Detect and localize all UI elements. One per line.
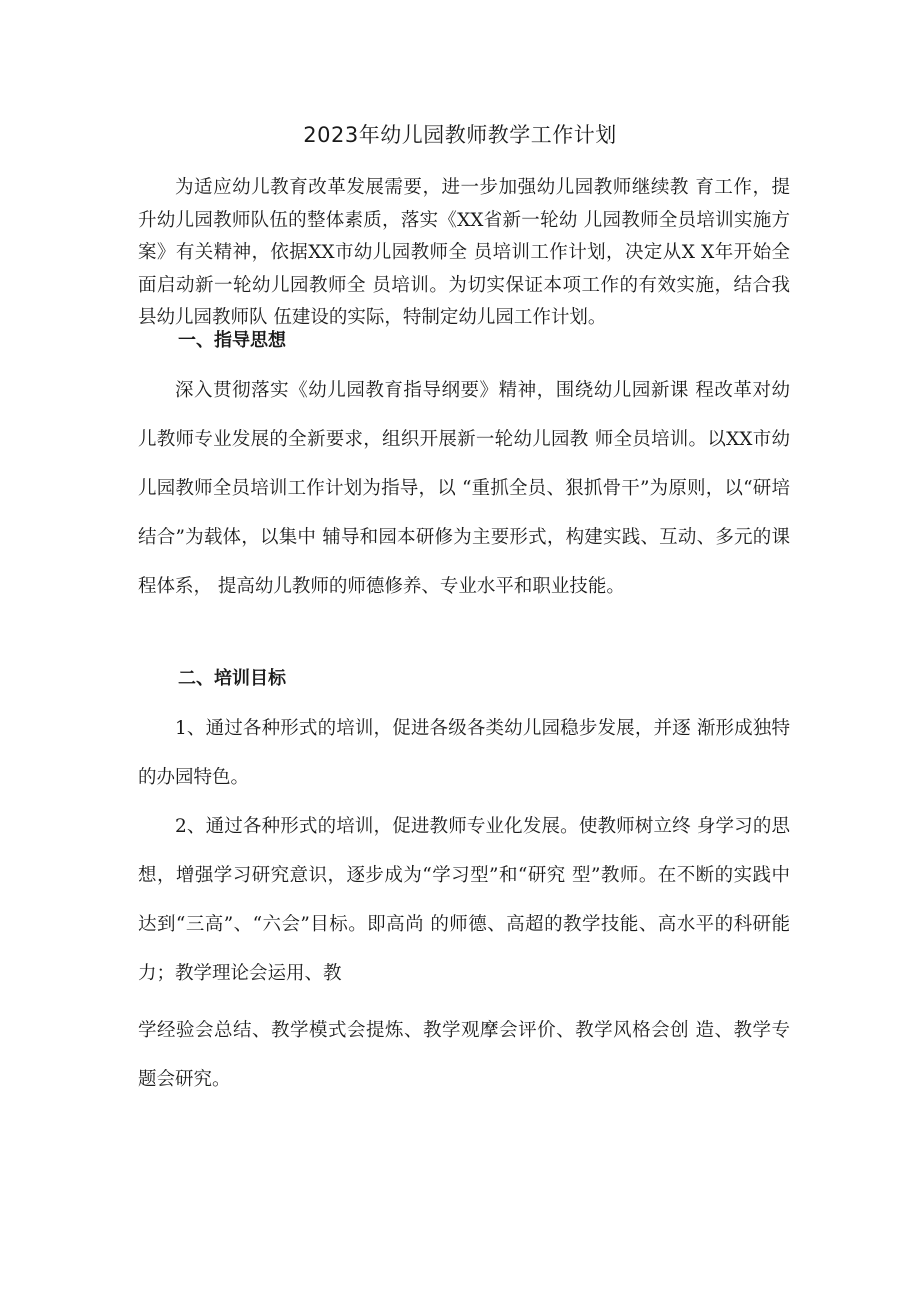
section-heading-training-goals: 二、培训目标 xyxy=(178,668,286,689)
training-goal-item-2-continued: 学经验会总结、教学模式会提炼、教学观摩会评价、教学风格会创 造、教学专题会研究。 xyxy=(138,1020,790,1090)
section-heading-guiding-ideology: 一、指导思想 xyxy=(178,330,286,351)
training-goal-item-2: 2、通过各种形式的培训，促进教师专业化发展。使教师树立终 身学习的思想，增强学习研究意识，逐步成为“学习型”和“研究 型”教师。在不断的实践中达到“三高”、“六会”目标。即高尚 的师德、高超的教学技能、高水平的科研能力；教学理论会运用、教 xyxy=(138,816,790,984)
intro-paragraph: 为适应幼儿教育改革发展需要，进一步加强幼儿园教师继续教 育工作，提升幼儿园教师队伍的整体素质，落实《XX省新一轮幼 儿园教师全员培训实施方案》有关精神，依据XX市幼儿园教师全 员培训工作计划，决定从X X年开始全面启动新一轮幼儿园教师全 员培训。为切实保证本项工作的有效实施，结合我县幼儿园教师队 伍建设的实际，特制定幼儿园工作计划。 xyxy=(138,177,790,328)
training-goal-item-1: 1、通过各种形式的培训，促进各级各类幼儿园稳步发展，并逐 渐形成独特的办园特色。 xyxy=(138,718,790,788)
section-body-guiding-ideology: 深入贯彻落实《幼儿园教育指导纲要》精神，围绕幼儿园新课 程改革对幼儿教师专业发展的全新要求，组织开展新一轮幼儿园教 师全员培训。以XX市幼儿园教师全员培训工作计划为指导，以 “重抓全员、狠抓骨干”为原则，以“研培结合”为载体，以集中 辅导和园本研修为主要形式，构建实践、互动、多元的课程体系， 提高幼儿教师的师德修养、专业水平和职业技能。 xyxy=(138,380,790,597)
document-title: 2023年幼儿园教师教学工作计划 xyxy=(303,123,617,147)
